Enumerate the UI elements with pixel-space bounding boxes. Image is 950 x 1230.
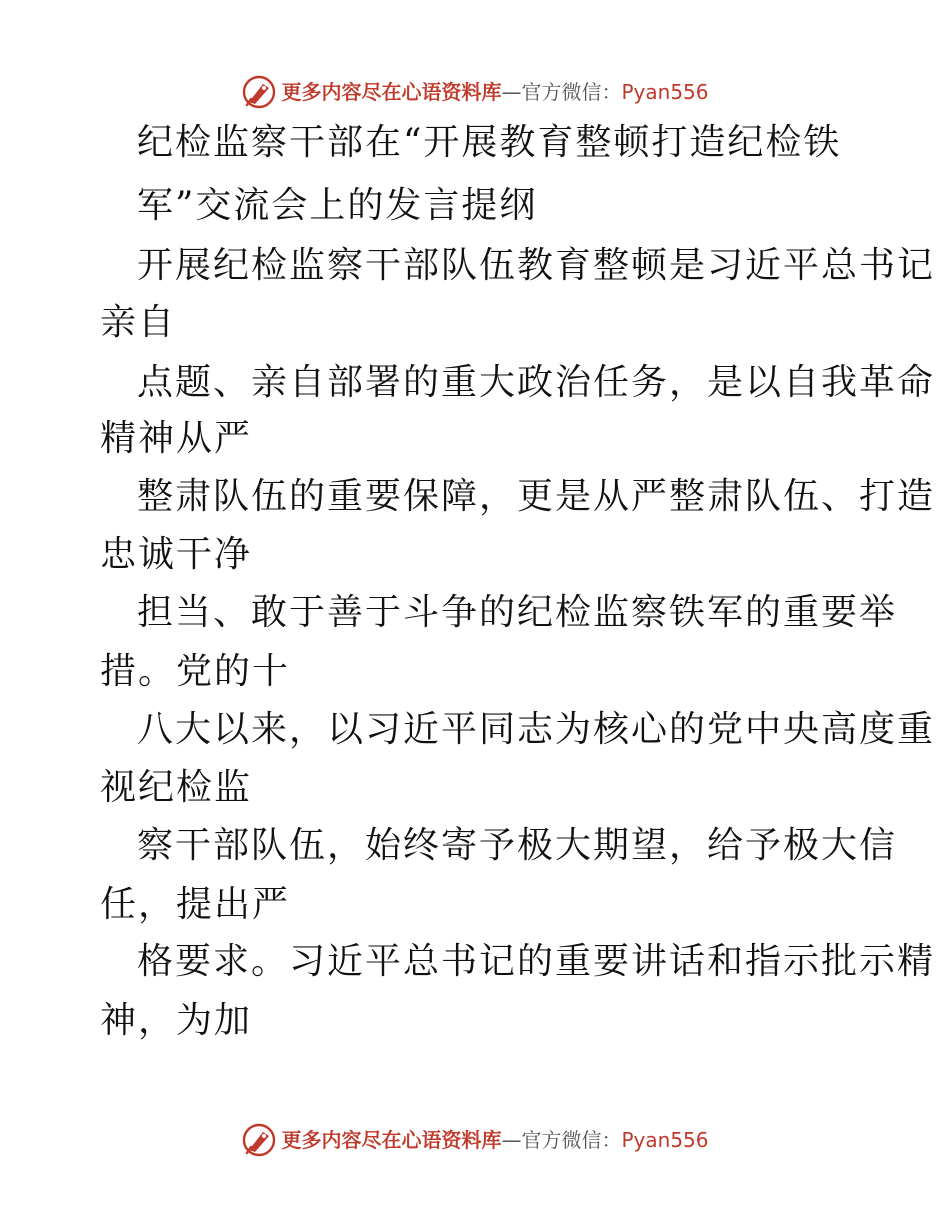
watermark-brand: 更多内容尽在心语资料库 [281, 1128, 502, 1152]
paragraph-line: 担当、敢于善于斗争的纪检监察铁军的重要举 [137, 592, 898, 633]
paragraph-line: 视纪检监 [100, 767, 253, 808]
watermark-label: 官方微信： [521, 80, 622, 104]
paragraph-line: 精神从严 [100, 418, 253, 459]
pen-nib-logo-icon [241, 74, 277, 110]
paragraph-line: 开展纪检监察干部队伍教育整顿是习近平总书记 [137, 245, 936, 286]
paragraph-line: 整肃队伍的重要保障，更是从严整肃队伍、打造 [137, 476, 936, 517]
paragraph-line: 格要求。习近平总书记的重要讲话和指示批示精 [137, 941, 936, 982]
watermark-id: Pyan556 [621, 1128, 709, 1152]
pen-nib-logo-icon [241, 1122, 277, 1158]
paragraph-line: 任，提出严 [100, 884, 291, 925]
paragraph-line: 忠诚干净 [100, 534, 253, 575]
watermark-dash: — [501, 1128, 522, 1152]
watermark-brand: 更多内容尽在心语资料库 [281, 80, 502, 104]
header-watermark [0, 70, 950, 114]
title-line-1: 纪检监察干部在“开展教育整顿打造纪检铁 [137, 122, 842, 163]
watermark-id: Pyan556 [621, 80, 709, 104]
watermark-dash: — [501, 80, 522, 104]
paragraph-line: 点题、亲自部署的重大政治任务，是以自我革命 [137, 362, 936, 403]
title-line-2: 军”交流会上的发言提纲 [137, 185, 538, 226]
paragraph-line: 神，为加 [100, 1000, 253, 1041]
paragraph-line: 措。党的十 [100, 651, 291, 692]
paragraph-line: 察干部队伍，始终寄予极大期望，给予极大信 [137, 825, 898, 866]
paragraph-line: 亲自 [100, 302, 177, 343]
watermark-label: 官方微信： [521, 1128, 622, 1152]
footer-watermark [0, 1118, 950, 1162]
paragraph-line: 八大以来，以习近平同志为核心的党中央高度重 [137, 709, 936, 750]
